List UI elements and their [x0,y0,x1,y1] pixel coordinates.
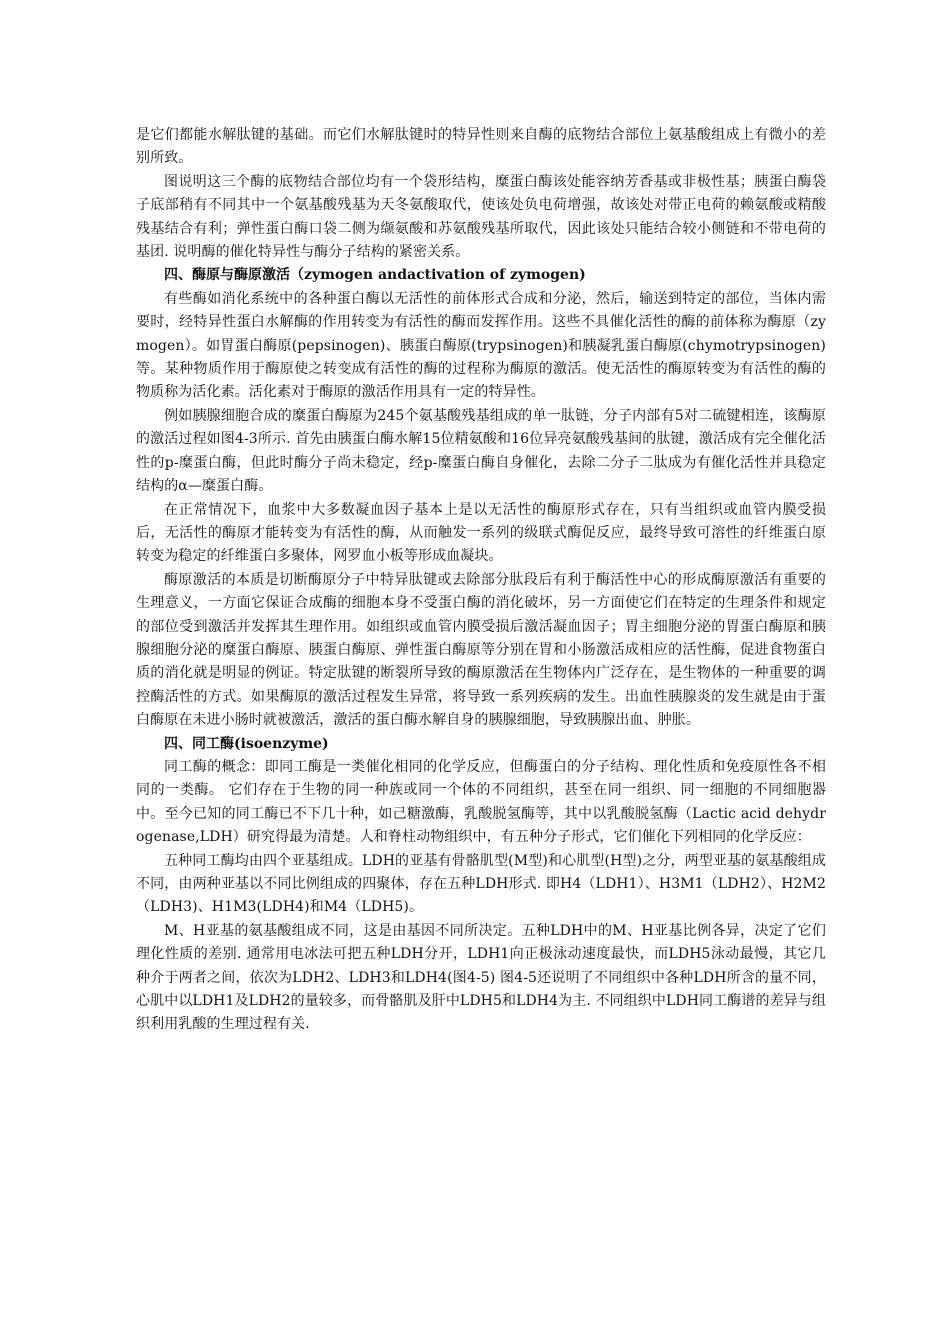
paragraph-activation-essence: 酶原激活的本质是切断酶原分子中特异肽键或去除部分肽段后有利于酶活性中心的形成酶原激活有重要的生理意义，一方面它保证合成酶的细胞本身不受蛋白酶的消化破坏，另一方面使它们在特定的生理条件和规定的部位受到激活并发挥其生理作用。如组织或血管内膜受损后激活凝血因子；胃主细胞分泌的胃蛋白酶原和胰腺细胞分泌的糜蛋白酶原、胰蛋白酶原、弹性蛋白酶原等分别在胃和小肠激活成相应的活性酶，促进食物蛋白质的消化就是明显的例证。特定肽键的断裂所导致的酶原激活在生物体内广泛存在，是生物体的一种重要的调控酶活性的方式。如果酶原的激活过程发生异常，将导致一系列疾病的发生。出血性胰腺炎的发生就是由于蛋白酶原在未进小肠时就被激活，激活的蛋白酶水解自身的胰腺细胞，导致胰腺出血、肿胀。 [136,571,826,729]
section-heading-isoenzyme: 四、同工酶(isoenzyme) [164,735,329,752]
paragraph-ldh-subunits: 五种同工酶均由四个亚基组成。LDH的亚基有骨骼肌型(M型)和心肌型(H型)之分，两型亚基的氨基酸组成不同，由两种亚基以不同比例组成的四聚体，存在五种LDH形式. 即H4（LDH1）、H3M1（LDH2）、H2M2（LDH3)、H1M3(LDH4)和M4（LDH5)。 [136,852,826,916]
section-heading-zymogen: 四、酶原与酶原激活（zymogen andactivation of zymogen) [164,267,586,284]
paragraph-isoenzyme-concept: 同工酶的概念：即同工酶是一类催化相同的化学反应，但酶蛋白的分子结构、理化性质和免疫原性各不相同的一类酶。 它们存在于生物的同一种族或同一个体的不同组织，甚至在同一组织、同一细胞的不同细胞器中。至今已知的同工酶已不下几十种，如己糖激酶，乳酸脱氢酶等，其中以乳酸脱氢酶（Lactic acid dehydrogenase,LDH）研究得最为清楚。人和脊柱动物组织中，有五种分子形式，它们催化下列相同的化学反应： [136,758,826,846]
paragraph-continuation: 是它们都能水解肽键的基础。而它们水解肽键时的特异性则来自酶的底物结合部位上氨基酸组成上有微小的差别所致。 [136,127,826,167]
paragraph-substrate-binding: 图说明这三个酶的底物结合部位均有一个袋形结构，糜蛋白酶该处能容纳芳香基或非极性基；胰蛋白酶袋子底部稍有不同其中一个氨基酸残基为天冬氨酸取代，使该处负电荷增强，故该处对带正电荷的赖氨酸或精酸残基结合有利；弹性蛋白酶口袋二侧为缬氨酸和苏氨酸残基所取代，因此该处只能结合较小侧链和不带电荷的基团. 说明酶的催化特异性与酶分子结构的紧密关系。 [136,173,826,261]
paragraph-zymogen-definition: 有些酶如消化系统中的各种蛋白酶以无活性的前体形式合成和分泌，然后，输送到特定的部位，当体内需要时，经特异性蛋白水解酶的作用转变为有活性的酶而发挥作用。这些不具催化活性的酶的前体称为酶原（zymogen）。如胃蛋白酶原(pepsinogen)、胰蛋白酶原(trypsinogen)和胰凝乳蛋白酶原(chymotrypsinogen)等。某种物质作用于酶原使之转变成有活性的酶的过程称为酶原的激活。使无活性的酶原转变为有活性的酶的物质称为活化素。活化素对于酶原的激活作用具有一定的特异性。 [136,290,826,401]
document-page [136,124,826,1037]
paragraph-coagulation: 在正常情况下，血浆中大多数凝血因子基本上是以无活性的酶原形式存在，只有当组织或血管内膜受损后，无活性的酶原才能转变为有活性的酶，从而触发一系列的级联式酶促反应，最终导致可溶性的纤维蛋白原转变为稳定的纤维蛋白多聚体，网罗血小板等形成血凝块。 [136,501,826,565]
paragraph-ldh-electrophoresis: M、H亚基的氨基酸组成不同，这是由基因不同所决定。五种LDH中的M、H亚基比例各异，决定了它们理化性质的差别. 通常用电冰法可把五种LDH分开，LDH1向正极泳动速度最快，而LDH5泳动最慢，其它几种介于两者之间，依次为LDH2、LDH3和LDH4(图4-5) 图4-5还说明了不同组织中各种LDH所含的量不同，心肌中以LDH1及LDH2的量较多，而骨骼肌及肝中LDH5和LDH4为主. 不同组织中LDH同工酶谱的差异与组织利用乳酸的生理过程有关. [136,922,826,1033]
paragraph-chymotrypsinogen-example: 例如胰腺细胞合成的糜蛋白酶原为245个氨基酸残基组成的单一肽链，分子内部有5对二硫键相连，该酶原的激活过程如图4-3所示. 首先由胰蛋白酶水解15位精氨酸和16位异亮氨酸残基间的肽键，激活成有完全催化活性的p-糜蛋白酶，但此时酶分子尚未稳定，经p-糜蛋白酶自身催化，去除二分子二肽成为有催化活性并具稳定结构的α—糜蛋白酶。 [136,407,826,495]
